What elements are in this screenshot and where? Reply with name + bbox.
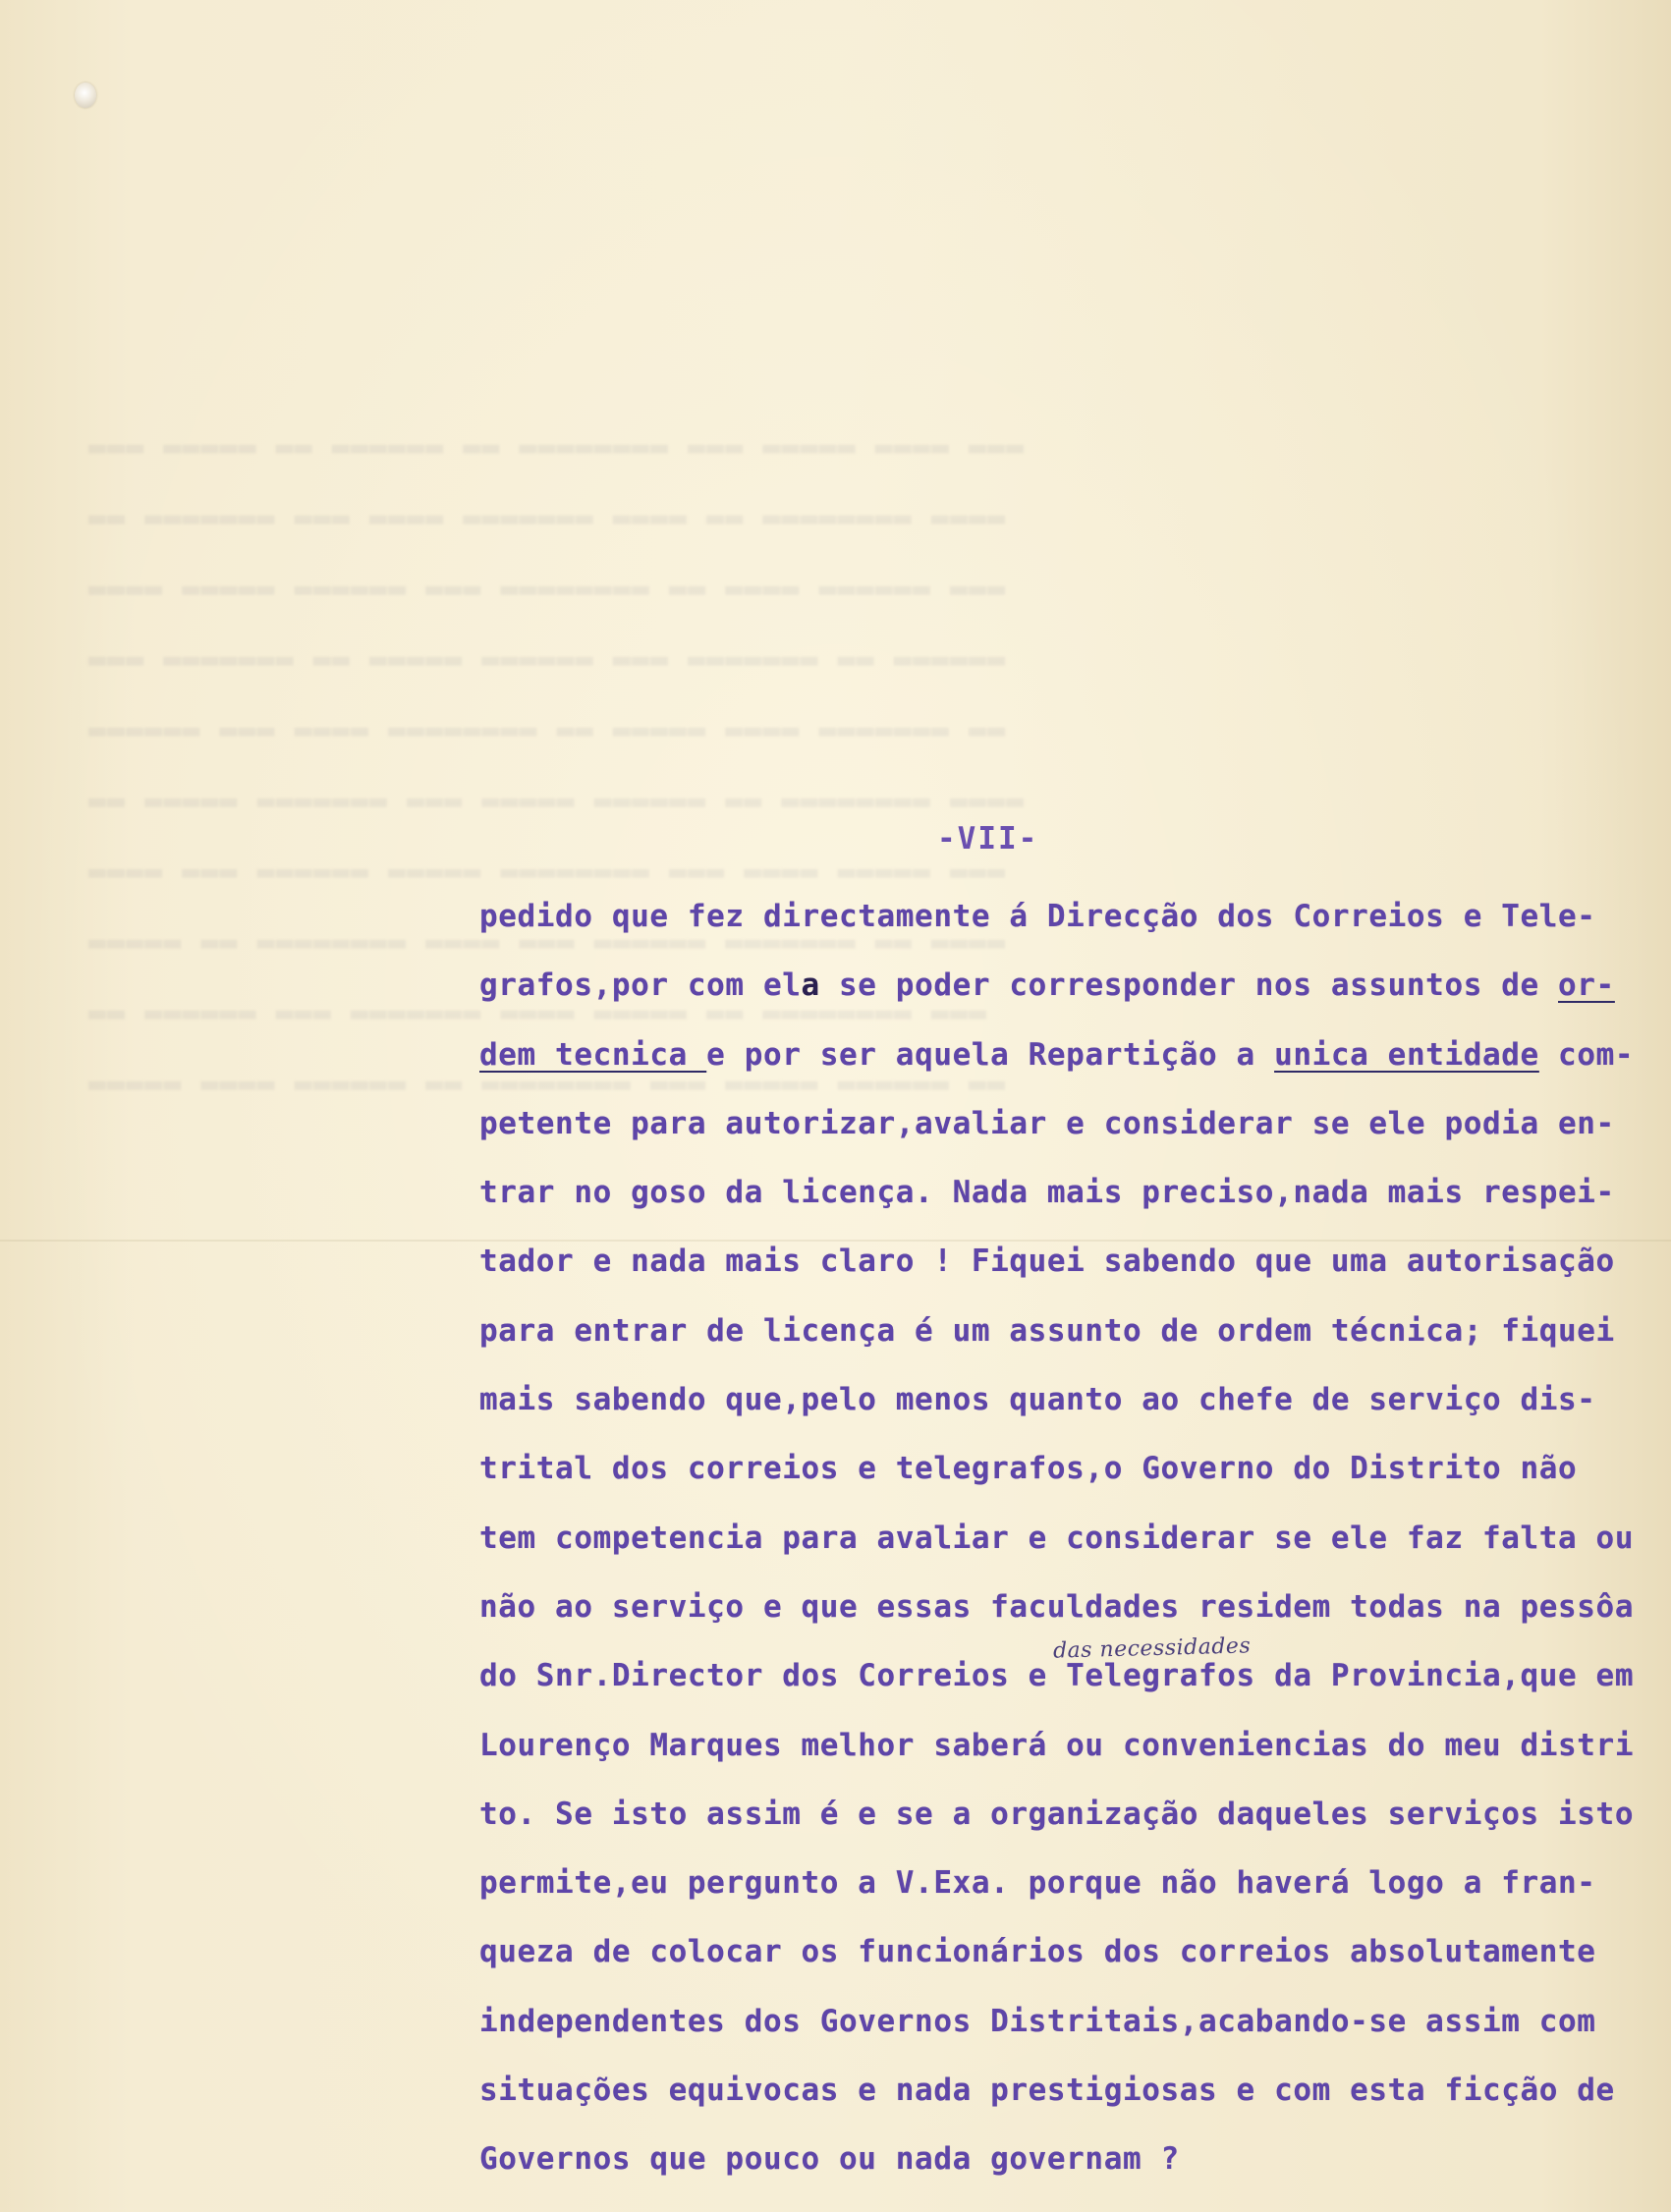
- text-line: [479, 1573, 1671, 1641]
- text-segment: se poder corresponder nos assuntos de: [819, 968, 1559, 1004]
- text-line: [479, 1227, 1671, 1296]
- text-line: [479, 1021, 1671, 1089]
- text-line: [479, 882, 1671, 951]
- text-segment: tador e nada mais claro ! Fiquei sabendo que uma autorisação: [479, 1244, 1615, 1280]
- page-number: -VII-: [937, 821, 1039, 857]
- handwritten-correction: a: [801, 968, 820, 1004]
- text-segment: independentes dos Governos Distritais,acabando-se assim com: [479, 2003, 1596, 2039]
- text-segment: tem competencia para avaliar e considerar se ele faz falta ou: [479, 1520, 1635, 1556]
- text-line: [479, 2056, 1671, 2125]
- text-segment: trital dos correios e telegrafos,o Governo do Distrito não: [479, 1451, 1578, 1487]
- text-segment: situações equivocas e nada prestigiosas e com esta ficção de: [479, 2073, 1615, 2109]
- text-segment: petente para autorizar,avaliar e considerar se ele podia en-: [479, 1105, 1615, 1141]
- text-line: [479, 1849, 1671, 1917]
- text-line: [479, 1089, 1671, 1158]
- text-segment: trar no goso da licença. Nada mais preciso,nada mais respei-: [479, 1175, 1615, 1211]
- handwritten-insertion: das necessidades: [1052, 1633, 1252, 1664]
- text-line: [479, 1917, 1671, 1986]
- text-line: [479, 1504, 1671, 1573]
- text-segment: mais sabendo que,pelo menos quanto ao chefe de serviço dis-: [479, 1382, 1596, 1418]
- text-line: [479, 1158, 1671, 1227]
- text-segment: permite,eu pergunto a V.Exa. porque não haverá logo a fran-: [479, 1865, 1596, 1902]
- text-segment: to. Se isto assim é e se a organização daqueles serviços isto: [479, 1796, 1635, 1832]
- underlined-phrase: dem tecnica: [479, 1036, 707, 1073]
- text-segment: queza de colocar os funcionários dos correios absolutamente: [479, 1934, 1596, 1970]
- underlined-phrase: unica entidade: [1274, 1036, 1539, 1073]
- reverse-side-show-through: ▬▬▬ ▬▬▬▬▬ ▬▬ ▬▬▬▬▬▬ ▬▬ ▬▬▬▬▬▬▬▬ ▬▬▬ ▬▬▬▬▬ ▬▬▬▬ ▬▬▬ ▬▬ ▬▬▬▬▬▬▬ ▬▬▬ ▬▬▬▬ ▬▬▬▬▬▬▬ ▬▬▬▬ ▬▬ ▬▬▬▬▬▬▬▬ ▬▬▬▬ ▬▬▬▬ ▬▬▬▬▬ ▬▬▬▬▬▬ ▬▬▬ ▬▬▬▬▬▬▬▬ ▬▬ ▬▬▬▬ ▬▬▬▬▬▬ ▬▬▬ ▬▬▬ ▬▬▬▬▬▬▬ ▬▬ ▬▬▬▬▬ ▬▬▬▬▬▬ ▬▬▬ ▬▬▬▬▬▬▬ ▬▬ ▬▬▬▬▬▬ ▬▬▬▬▬▬ ▬▬▬ ▬▬▬▬ ▬▬▬▬▬▬▬▬ ▬▬ ▬▬▬▬▬ ▬▬▬▬ ▬▬▬▬▬▬▬ ▬▬ ▬▬ ▬▬▬▬▬ ▬▬▬▬▬▬▬ ▬▬▬ ▬▬▬▬▬ ▬▬▬▬▬▬ ▬▬ ▬▬▬▬▬▬▬▬ ▬▬▬▬ ▬▬▬▬ ▬▬▬ ▬▬▬▬▬▬ ▬▬▬▬▬ ▬▬▬▬▬▬▬▬ ▬▬▬ ▬▬▬▬ ▬▬▬▬▬ ▬▬▬ ▬▬▬▬▬ ▬▬ ▬▬▬▬▬▬▬▬ ▬▬▬▬ ▬▬▬ ▬▬▬▬▬▬ ▬▬▬▬▬▬▬ ▬▬ ▬▬▬▬ ▬▬ ▬▬▬▬▬▬ ▬▬▬ ▬▬▬▬▬▬▬ ▬▬▬▬ ▬▬▬▬▬ ▬▬ ▬▬▬▬▬▬▬▬ ▬▬▬ ▬▬▬▬▬ ▬▬▬▬ ▬▬▬▬▬▬ ▬▬ ▬▬▬▬▬▬▬▬ ▬▬▬ ▬▬▬▬▬ ▬▬▬▬▬▬ ▬▬: [88, 430, 1026, 1101]
- pin-hole-mark: [75, 83, 96, 108]
- text-line: [479, 1297, 1671, 1365]
- text-segment: Governos que pouco ou nada governam ?: [479, 2141, 1180, 2178]
- underlined-phrase: or-: [1558, 968, 1615, 1004]
- text-segment: e por ser aquela Repartição a: [706, 1036, 1275, 1073]
- text-segment: do Snr.Director dos Correios e Telegrafos da Provincia,que em: [479, 1658, 1635, 1694]
- text-segment: para entrar de licença é um assunto de ordem técnica; fiquei: [479, 1312, 1615, 1349]
- text-line: [479, 2125, 1671, 2193]
- letter-body: [479, 882, 1671, 2194]
- text-segment: pedido que fez directamente á Direcção dos Correios e Tele-: [479, 899, 1596, 934]
- text-line: [479, 951, 1671, 1020]
- text-line: [479, 1711, 1671, 1780]
- text-line: [479, 1987, 1671, 2056]
- text-segment: Lourenço Marques melhor saberá ou conveniencias do meu distri: [479, 1727, 1635, 1763]
- text-line: [479, 1434, 1671, 1503]
- text-line: [479, 1365, 1671, 1434]
- text-segment: com-: [1538, 1036, 1635, 1073]
- text-segment: não ao serviço e que essas faculdades residem todas na pessôa: [479, 1588, 1635, 1625]
- text-segment: grafos,por com el: [479, 968, 802, 1004]
- text-line: [479, 1780, 1671, 1849]
